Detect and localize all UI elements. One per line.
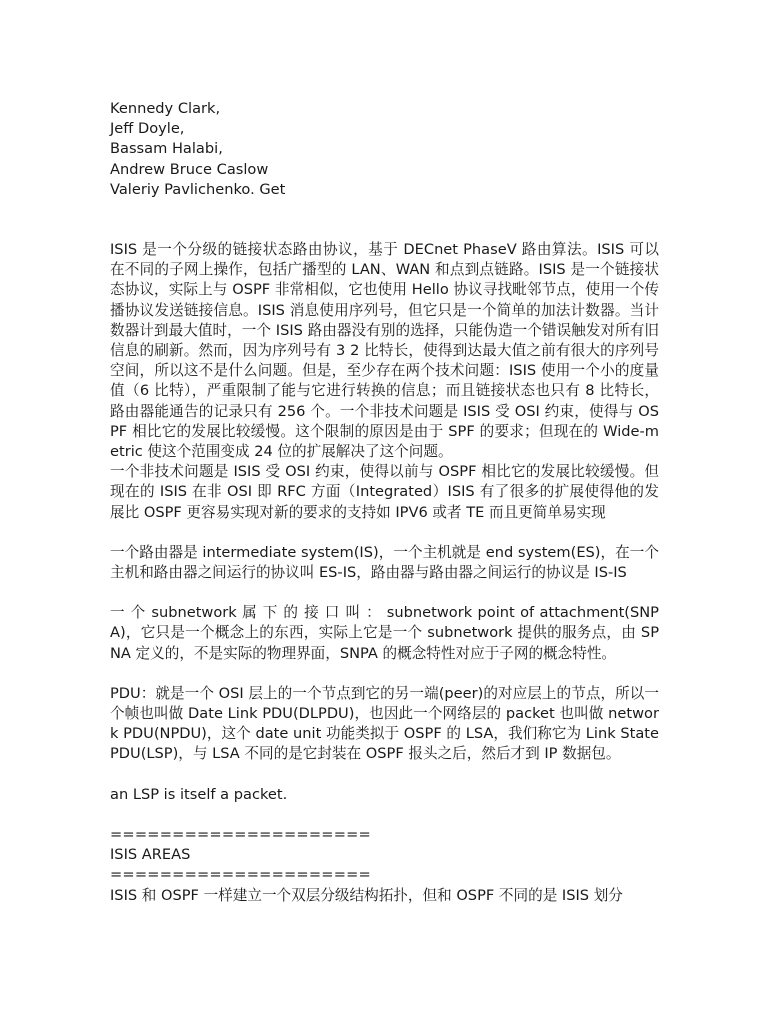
spacer [110,200,659,240]
is-es-paragraph: 一个路由器是 intermediate system(IS)，一个主机就是 end system(ES)，在一个主机和路由器之间运行的协议叫 ES-IS，路由器与路由器之间运行的协议是 IS-IS [110,543,659,582]
document-page [110,99,659,906]
spacer [110,523,659,543]
author-line: Bassam Halabi, [110,140,223,158]
section-separator: ===================== [110,866,371,884]
author-list [110,99,659,200]
author-line: Kennedy Clark, [110,100,221,117]
spacer [110,805,659,825]
author-line: Jeff Doyle, [110,120,185,138]
non-technical-issue-paragraph: 一个非技术问题是 ISIS 受 OSI 约束，使得以前与 OSPF 相比它的发展比较缓慢。但现在的 ISIS 在非 OSI 即 RFC 方面（Integrated）ISIS 有了很多的扩展使得他的发展比 OSPF 更容易实现对新的要求的支持如 IPV6 或者 TE 而且更简单易实现 [110,463,659,521]
pdu-paragraph: PDU：就是一个 OSI 层上的一个节点到它的另一端(peer)的对应层上的节点，所以一个帧也叫做 Date Link PDU(DLPDU)，也因此一个网络层的 packet 也叫做 network PDU(NPDU)，这个 date unit 功能类拟于 OSPF 的 LSA，我们称它为 Link State PDU(LSP)，与 LSA 不同的是它封装在 OSPF 报头之后，然后才到 IP 数据包。 [110,684,659,763]
spacer [110,583,659,603]
isis-areas-paragraph: ISIS 和 OSPF 一样建立一个双层分级结构拓扑，但和 OSPF 不同的是 ISIS 划分 [110,886,623,904]
section-heading: ISIS AREAS [110,846,191,864]
isis-intro-paragraph: ISIS 是一个分级的链接状态路由协议，基于 DECnet PhaseV 路由算法。ISIS 可以在不同的子网上操作，包括广播型的 LAN、WAN 和点到点链路。ISIS 是一个链接状态协议，实际上与 OSPF 非常相似，它也使用 Hello 协议寻找毗邻节点，使用一个传播协议发送链接信息。ISIS 消息使用序列号，但它只是一个简单的加法计数器。当计数器计到最大值时，一个 ISIS 路由器没有别的选择，只能伪造一个错误触发对所有旧信息的刷新。然而，因为序列号有 3 2 比特长，使得到达最大值之前有很大的序列号空间，所以这不是什么问题。但是，至少存在两个技术问题：ISIS 使用一个小的度量值（6 比特），严重限制了能与它进行转换的信息；而且链接状态也只有 8 比特长，路由器能通告的记录只有 256 个。一个非技术问题是 ISIS 受 OSI 约束，使得与 OSPF 相比它的发展比较缓慢。这个限制的原因是由于 SPF 的要求；但现在的 Wide-metric 使这个范围变成 24 位的扩展解决了这个问题。 [110,241,659,461]
author-line: Valeriy Pavlichenko. Get [110,180,286,198]
spacer [110,765,659,785]
snpa-paragraph: 一 个 subnetwork 属 下 的 接 口 叫 ： subnetwork point of attachment(SNPA)，它只是一个概念上的东西，实际上它是一个 subnetwork 提供的服务点，由 SPNA 定义的，不是实际的物理界面，SNPA 的概念特性对应于子网的概念特性。 [110,604,659,662]
lsp-note: an LSP is itself a packet. [110,785,288,803]
spacer [110,664,659,684]
author-line: Andrew Bruce Caslow [110,160,269,178]
section-separator: ===================== [110,825,371,843]
